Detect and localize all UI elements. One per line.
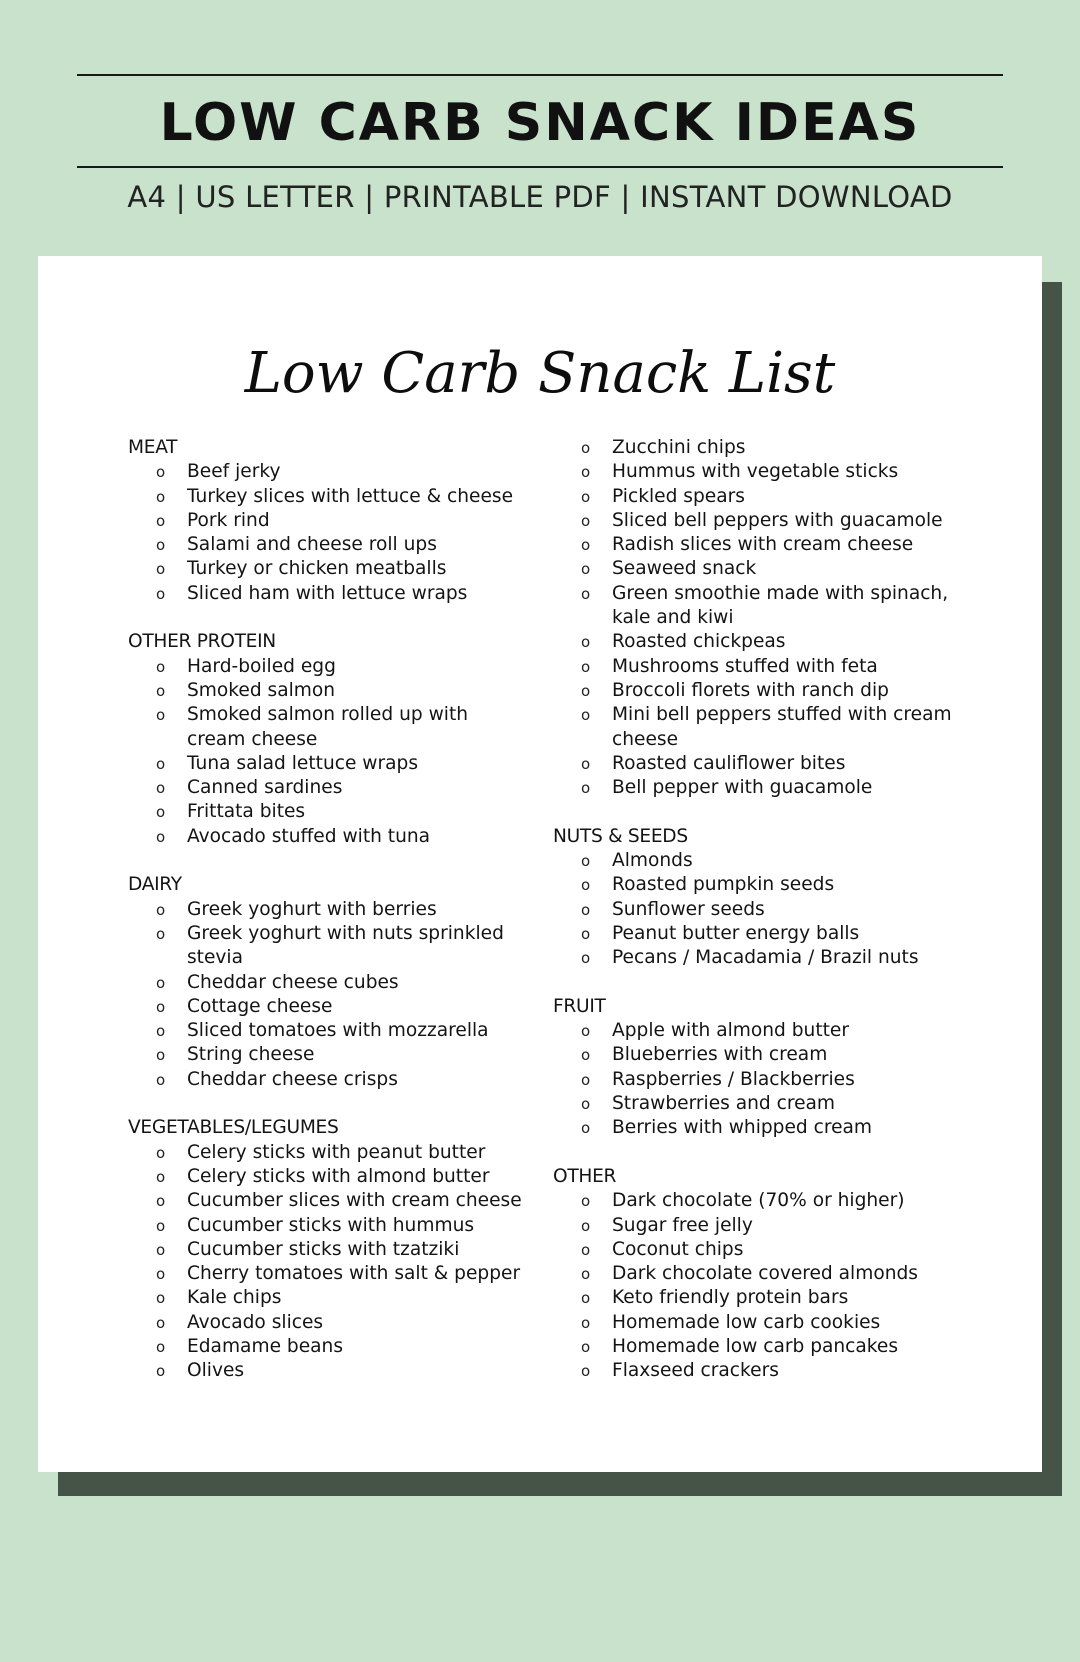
list-item: o Mini bell peppers stuffed with cream cheese [553,703,973,752]
list-item: o Smoked salmon rolled up with cream cheese [128,703,528,752]
list-item: o Sliced ham with lettuce wraps [128,582,528,606]
list-item: o Sliced bell peppers with guacamole [553,509,973,533]
left-column [128,436,528,1384]
list-item: o Zucchini chips [553,436,973,460]
list-item: o Radish slices with cream cheese [553,533,973,557]
list-item: o Hard-boiled egg [128,655,528,679]
list-item: o Turkey or chicken meatballs [128,557,528,581]
list-item: o Hummus with vegetable sticks [553,460,973,484]
list-item: o Canned sardines [128,776,528,800]
list-item: o Mushrooms stuffed with feta [553,655,973,679]
list-item: o Cheddar cheese cubes [128,971,528,995]
banner-title: LOW CARB SNACK IDEAS [159,93,921,153]
printable-sheet [38,256,1042,1472]
list-item: o Green smoothie made with spinach, kale and kiwi [553,582,973,631]
list-item: o Roasted pumpkin seeds [553,873,973,897]
banner-top-rule [77,74,1003,76]
list-item: o Almonds [553,849,973,873]
list-item: o Seaweed snack [553,557,973,581]
list-item: o Cottage cheese [128,995,528,1019]
list-item: o Berries with whipped cream [553,1116,973,1140]
list-vegetables-continued [553,436,973,800]
section-heading-meat: MEAT [128,437,178,458]
list-item: o Salami and cheese roll ups [128,533,528,557]
list-item: o Blueberries with cream [553,1043,973,1067]
list-item: o Cheddar cheese crisps [128,1068,528,1092]
list-item: o Pickled spears [553,485,973,509]
list-item: o Kale chips [128,1286,528,1310]
list-item: o Olives [128,1359,528,1383]
list-item: o Homemade low carb pancakes [553,1335,973,1359]
section-heading-dairy: DAIRY [128,874,182,896]
list-other-protein [128,655,528,849]
list-item: o Roasted chickpeas [553,630,973,654]
section-heading-vegetables: VEGETABLES/LEGUMES [128,1117,339,1139]
list-item: o Dark chocolate covered almonds [553,1262,973,1286]
list-item: o Cucumber slices with cream cheese [128,1189,528,1213]
list-item: o Apple with almond butter [553,1019,973,1043]
list-item: o Edamame beans [128,1335,528,1359]
list-dairy [128,898,528,1092]
list-fruit [553,1019,973,1140]
list-item: o Tuna salad lettuce wraps [128,752,528,776]
list-item: o Greek yoghurt with nuts sprinkled stevia [128,922,528,971]
list-item: o Strawberries and cream [553,1092,973,1116]
list-item: o Avocado stuffed with tuna [128,825,528,849]
list-item: o Frittata bites [128,800,528,824]
list-item: o Celery sticks with almond butter [128,1165,528,1189]
list-item: o Turkey slices with lettuce & cheese [128,485,528,509]
list-item: o Celery sticks with peanut butter [128,1141,528,1165]
list-item: o Smoked salmon [128,679,528,703]
section-heading-other: OTHER [553,1165,617,1187]
list-item: o Raspberries / Blackberries [553,1068,973,1092]
list-item: o Sugar free jelly [553,1214,973,1238]
list-item: o Sunflower seeds [553,898,973,922]
banner-subtitle: A4 | US LETTER | PRINTABLE PDF | INSTANT DOWNLOAD [127,180,953,214]
right-column [553,436,973,1384]
list-item: o Pork rind [128,509,528,533]
list-item: o Cucumber sticks with tzatziki [128,1238,528,1262]
banner-divider-rule [77,166,1003,168]
section-heading-nuts-seeds: NUTS & SEEDS [553,825,688,847]
list-item: o String cheese [128,1043,528,1067]
list-other [553,1189,973,1383]
list-item: o Dark chocolate (70% or higher) [553,1189,973,1213]
list-item: o Flaxseed crackers [553,1359,973,1383]
list-item: o Beef jerky [128,460,528,484]
list-item: o Sliced tomatoes with mozzarella [128,1019,528,1043]
list-item: o Cucumber sticks with hummus [128,1214,528,1238]
list-item: o Coconut chips [553,1238,973,1262]
list-item: o Peanut butter energy balls [553,922,973,946]
list-item: o Homemade low carb cookies [553,1311,973,1335]
sheet-title: Low Carb Snack List [244,341,836,406]
list-item: o Avocado slices [128,1311,528,1335]
list-item: o Greek yoghurt with berries [128,898,528,922]
section-heading-other-protein: OTHER PROTEIN [128,631,276,653]
list-vegetables [128,1141,528,1384]
list-item: o Cherry tomatoes with salt & pepper [128,1262,528,1286]
list-item: o Roasted cauliflower bites [553,752,973,776]
list-item: o Broccoli florets with ranch dip [553,679,973,703]
list-item: o Keto friendly protein bars [553,1286,973,1310]
list-meat [128,460,528,606]
list-nuts-seeds [553,849,973,970]
list-item: o Pecans / Macadamia / Brazil nuts [553,946,973,970]
list-item: o Bell pepper with guacamole [553,776,973,800]
section-heading-fruit: FRUIT [553,995,606,1017]
